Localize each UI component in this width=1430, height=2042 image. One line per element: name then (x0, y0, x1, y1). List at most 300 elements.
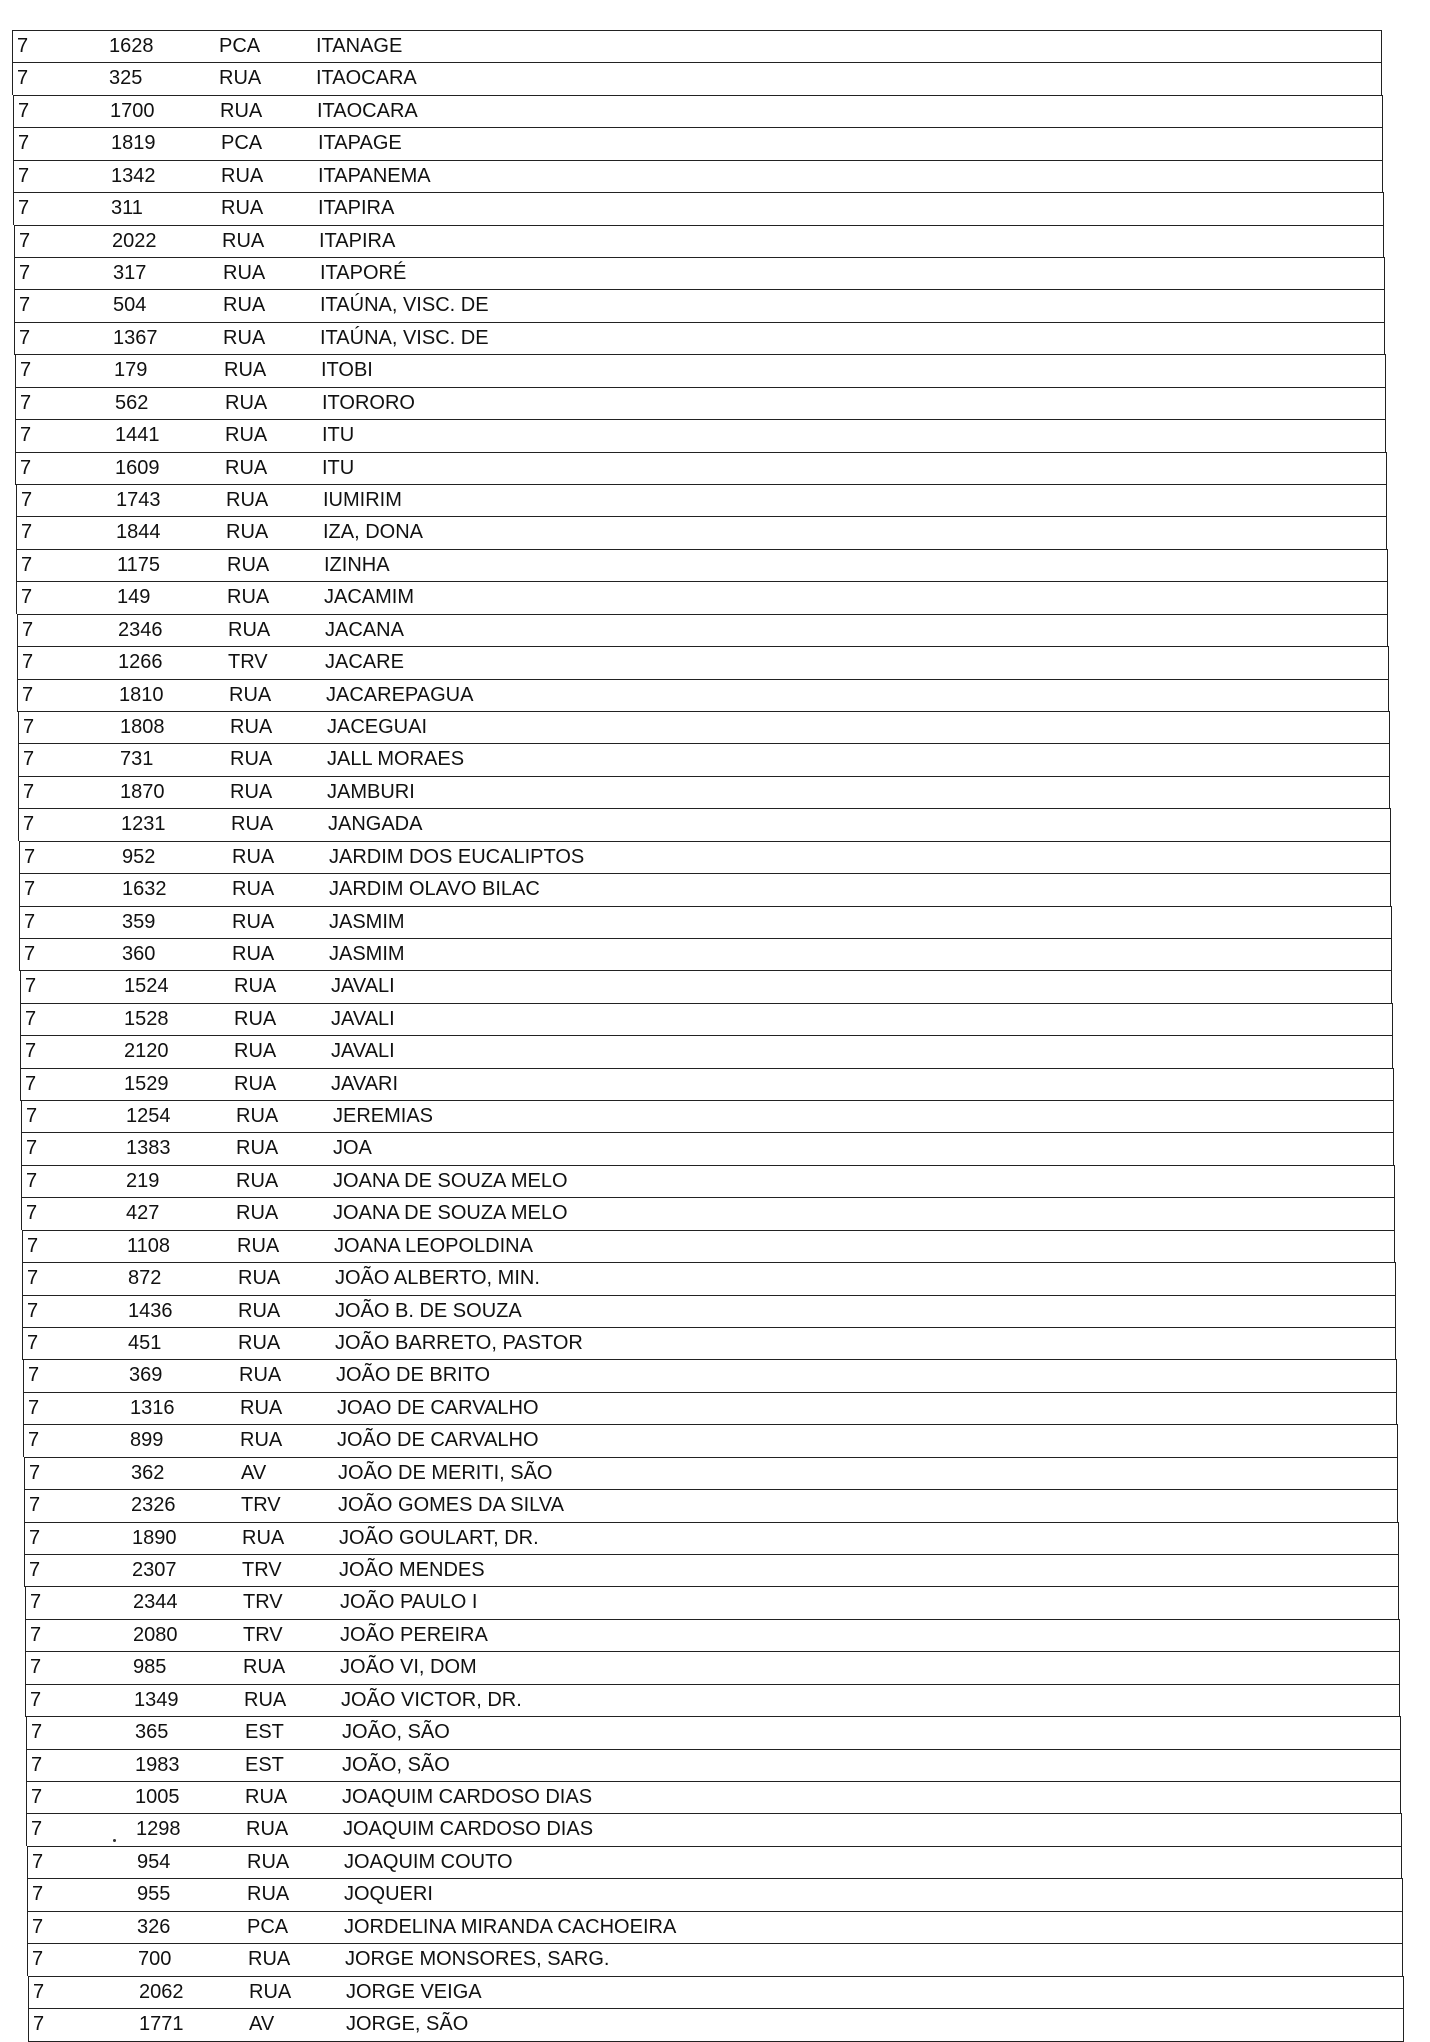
zone-cell: 7 (27, 1332, 39, 1354)
street-name-cell: JACAMIM (324, 586, 414, 608)
street-name-cell: ITORORO (322, 392, 415, 414)
code-cell: 899 (130, 1429, 164, 1451)
table-row (16, 516, 1387, 549)
code-cell: 1266 (118, 651, 163, 673)
street-name-cell: JEREMIAS (333, 1105, 434, 1127)
type-cell: RUA (238, 1332, 281, 1354)
street-name-cell: JORGE MONSORES, SARG. (345, 1948, 610, 1970)
code-cell: 1743 (116, 489, 161, 511)
zone-cell: 7 (21, 489, 33, 511)
street-name-cell: IZA, DONA (323, 521, 424, 543)
street-name-cell: JAVALI (331, 1008, 395, 1030)
table-row (25, 1651, 1400, 1684)
table-row (21, 1132, 1394, 1165)
type-cell: RUA (234, 1040, 277, 1062)
code-cell: 1231 (121, 813, 166, 835)
code-cell: 1005 (135, 1786, 180, 1808)
type-cell: RUA (238, 1300, 281, 1322)
code-cell: 1108 (127, 1235, 171, 1257)
code-cell: 1628 (109, 35, 154, 57)
code-cell: 504 (113, 294, 147, 316)
table-row (21, 1197, 1395, 1230)
zone-cell: 7 (18, 165, 30, 187)
zone-cell: 7 (32, 1883, 44, 1905)
code-cell: 317 (113, 262, 147, 284)
type-cell: PCA (247, 1916, 289, 1938)
zone-cell: 7 (32, 1851, 44, 1873)
type-cell: TRV (242, 1559, 282, 1581)
street-name-cell: ITAÚNA, VISC. DE (320, 327, 489, 349)
type-cell: RUA (225, 392, 268, 414)
table-row (26, 1716, 1401, 1749)
table-row (27, 1911, 1403, 1944)
zone-cell: 7 (28, 1364, 40, 1386)
street-name-cell: ITAPIRA (318, 197, 395, 219)
code-cell: 1771 (139, 2013, 184, 2035)
table-row (25, 1684, 1400, 1717)
type-cell: RUA (243, 1656, 286, 1678)
code-cell: 1609 (115, 457, 160, 479)
table-row (22, 1327, 1396, 1360)
code-cell: 1383 (126, 1137, 171, 1159)
table-row (14, 289, 1385, 322)
zone-cell: 7 (20, 392, 32, 414)
scan-speck (113, 1839, 116, 1842)
type-cell: RUA (222, 230, 265, 252)
zone-cell: 7 (29, 1494, 41, 1516)
street-name-cell: JORGE, SÃO (346, 2013, 469, 2035)
street-name-cell: JORDELINA MIRANDA CACHOEIRA (344, 1916, 677, 1938)
street-name-cell: JANGADA (328, 813, 423, 835)
code-cell: 1436 (128, 1300, 173, 1322)
table-row (22, 1262, 1396, 1295)
type-cell: RUA (226, 489, 269, 511)
code-cell: 1890 (132, 1527, 177, 1549)
zone-cell: 7 (27, 1235, 39, 1257)
street-name-cell: ITU (322, 457, 355, 479)
zone-cell: 7 (26, 1105, 38, 1127)
street-name-cell: JOANA LEOPOLDINA (334, 1235, 533, 1257)
street-name-cell: ITAPAGE (318, 132, 402, 154)
street-name-cell: JOA (333, 1137, 372, 1159)
table-row (19, 873, 1391, 906)
type-cell: RUA (234, 1008, 277, 1030)
street-name-cell: JAVARI (331, 1073, 399, 1095)
zone-cell: 7 (30, 1591, 42, 1613)
zone-cell: 7 (22, 684, 34, 706)
code-cell: 2307 (132, 1559, 177, 1581)
type-cell: RUA (240, 1397, 283, 1419)
zone-cell: 7 (24, 878, 36, 900)
street-name-cell: JOÃO VI, DOM (340, 1656, 477, 1678)
type-cell: RUA (219, 67, 262, 89)
street-name-cell: JOÃO ALBERTO, MIN. (335, 1267, 540, 1289)
type-cell: RUA (237, 1235, 280, 1257)
table-row (20, 1068, 1394, 1101)
street-name-cell: JACARE (325, 651, 404, 673)
zone-cell: 7 (25, 1008, 37, 1030)
street-name-cell: JOÃO BARRETO, PASTOR (335, 1332, 583, 1354)
code-cell: 311 (111, 197, 143, 219)
code-cell: 1349 (134, 1689, 179, 1711)
table-row (14, 225, 1384, 258)
zone-cell: 7 (33, 2013, 45, 2035)
code-cell: 1870 (120, 781, 165, 803)
table-row (19, 841, 1391, 874)
type-cell: RUA (239, 1364, 282, 1386)
code-cell: 1810 (119, 684, 164, 706)
type-cell: RUA (232, 846, 275, 868)
code-cell: 219 (126, 1170, 160, 1192)
code-cell: 1367 (113, 327, 158, 349)
table-row (15, 387, 1386, 420)
street-name-cell: JAVALI (331, 1040, 395, 1062)
street-name-cell: JOANA DE SOUZA MELO (333, 1202, 568, 1224)
street-name-cell: JAMBURI (327, 781, 415, 803)
table-row (25, 1619, 1400, 1652)
type-cell: RUA (244, 1689, 287, 1711)
table-row (12, 30, 1382, 63)
code-cell: 2022 (112, 230, 157, 252)
type-cell: RUA (229, 684, 272, 706)
table-row (21, 1100, 1394, 1133)
street-name-cell: JOANA DE SOUZA MELO (333, 1170, 568, 1192)
zone-cell: 7 (24, 943, 36, 965)
type-cell: RUA (238, 1267, 281, 1289)
table-row (25, 1586, 1399, 1619)
street-name-cell: JOÃO DE MERITI, SÃO (338, 1462, 553, 1484)
type-cell: PCA (219, 35, 261, 57)
table-row (18, 776, 1390, 809)
zone-cell: 7 (21, 521, 33, 543)
street-name-cell: ITAPORÉ (320, 262, 407, 284)
street-name-cell: ITU (322, 424, 355, 446)
zone-cell: 7 (23, 781, 35, 803)
street-name-cell: JOAQUIM COUTO (344, 1851, 513, 1873)
type-cell: RUA (240, 1429, 283, 1451)
table-row (15, 419, 1386, 452)
type-cell: RUA (234, 975, 277, 997)
table-row (12, 62, 1382, 95)
type-cell: RUA (226, 521, 269, 543)
table-row (23, 1424, 1398, 1457)
street-name-cell: JOÃO DE BRITO (336, 1364, 491, 1386)
type-cell: TRV (243, 1591, 283, 1613)
code-cell: 360 (122, 943, 156, 965)
code-cell: 700 (138, 1948, 172, 1970)
street-name-cell: JOÃO PAULO I (340, 1591, 478, 1613)
code-cell: 2326 (131, 1494, 176, 1516)
type-cell: RUA (228, 619, 271, 641)
table-row (24, 1457, 1398, 1490)
zone-cell: 7 (25, 1040, 37, 1062)
type-cell: RUA (220, 100, 263, 122)
type-cell: RUA (224, 359, 267, 381)
zone-cell: 7 (19, 262, 31, 284)
street-name-cell: JACANA (325, 619, 404, 641)
type-cell: RUA (225, 424, 268, 446)
type-cell: RUA (242, 1527, 285, 1549)
code-cell: 1983 (135, 1754, 180, 1776)
street-name-cell: ITAPANEMA (318, 165, 431, 187)
type-cell: RUA (223, 294, 266, 316)
street-name-cell: JARDIM OLAVO BILAC (329, 878, 540, 900)
street-name-cell: JOAO DE CARVALHO (337, 1397, 539, 1419)
street-name-cell: JOÃO, SÃO (342, 1721, 450, 1743)
code-cell: 451 (128, 1332, 162, 1354)
table-row (26, 1749, 1401, 1782)
zone-cell: 7 (33, 1981, 45, 2003)
code-cell: 985 (133, 1656, 167, 1678)
street-name-cell: ITAOCARA (316, 67, 417, 89)
code-cell: 1700 (110, 100, 155, 122)
street-name-cell: JOÃO GOULART, DR. (339, 1527, 539, 1549)
zone-cell: 7 (24, 911, 36, 933)
code-cell: 731 (120, 748, 154, 770)
zone-cell: 7 (31, 1786, 43, 1808)
code-cell: 2120 (124, 1040, 169, 1062)
code-cell: 1441 (115, 424, 160, 446)
code-cell: 955 (137, 1883, 171, 1905)
table-row (28, 2008, 1404, 2042)
type-cell: RUA (230, 748, 273, 770)
code-cell: 1632 (122, 878, 167, 900)
table-row (27, 1878, 1403, 1911)
code-cell: 325 (109, 67, 143, 89)
zone-cell: 7 (20, 424, 32, 446)
street-name-cell: ITANAGE (316, 35, 403, 57)
table-row (13, 192, 1384, 225)
table-row (16, 581, 1388, 614)
zone-cell: 7 (22, 619, 34, 641)
zone-cell: 7 (21, 586, 33, 608)
type-cell: AV (241, 1462, 267, 1484)
street-name-cell: JOÃO VICTOR, DR. (341, 1689, 522, 1711)
street-name-cell: ITAÚNA, VISC. DE (320, 294, 489, 316)
zone-cell: 7 (17, 67, 29, 89)
street-name-cell: JOÃO PEREIRA (340, 1624, 488, 1646)
code-cell: 1844 (116, 521, 161, 543)
code-cell: 1808 (120, 716, 165, 738)
zone-cell: 7 (23, 716, 35, 738)
zone-cell: 7 (30, 1689, 42, 1711)
type-cell: RUA (230, 781, 273, 803)
zone-cell: 7 (32, 1948, 44, 1970)
code-cell: 365 (135, 1721, 169, 1743)
code-cell: 2344 (133, 1591, 178, 1613)
street-name-cell: JALL MORAES (327, 748, 465, 770)
type-cell: PCA (221, 132, 263, 154)
zone-cell: 7 (21, 554, 33, 576)
zone-cell: 7 (19, 230, 31, 252)
zone-cell: 7 (31, 1754, 43, 1776)
code-cell: 359 (122, 911, 156, 933)
code-cell: 369 (129, 1364, 163, 1386)
zone-cell: 7 (19, 294, 31, 316)
zone-cell: 7 (22, 651, 34, 673)
zone-cell: 7 (32, 1916, 44, 1938)
type-cell: RUA (232, 911, 275, 933)
type-cell: EST (245, 1754, 284, 1776)
street-name-cell: JOAQUIM CARDOSO DIAS (342, 1786, 593, 1808)
type-cell: RUA (232, 943, 275, 965)
street-name-cell: IZINHA (324, 554, 390, 576)
zone-cell: 7 (26, 1202, 38, 1224)
table-row (18, 808, 1391, 841)
code-cell: 2062 (139, 1981, 184, 2003)
type-cell: RUA (236, 1170, 279, 1192)
code-cell: 1298 (136, 1818, 181, 1840)
type-cell: RUA (248, 1948, 291, 1970)
street-name-cell: JOAQUIM CARDOSO DIAS (343, 1818, 594, 1840)
code-cell: 1529 (124, 1073, 169, 1095)
type-cell: TRV (228, 651, 268, 673)
type-cell: RUA (247, 1851, 290, 1873)
type-cell: RUA (247, 1883, 290, 1905)
code-cell: 562 (115, 392, 149, 414)
table-row (24, 1554, 1399, 1587)
table-row (22, 1295, 1396, 1328)
code-cell: 326 (137, 1916, 171, 1938)
type-cell: RUA (227, 586, 270, 608)
zone-cell: 7 (30, 1656, 42, 1678)
zone-cell: 7 (25, 1073, 37, 1095)
street-name-cell: JOQUERI (344, 1883, 433, 1905)
code-cell: 1254 (126, 1105, 171, 1127)
street-name-cell: IUMIRIM (323, 489, 402, 511)
code-cell: 1819 (111, 132, 156, 154)
code-cell: 1524 (124, 975, 169, 997)
zone-cell: 7 (29, 1462, 41, 1484)
table-row (14, 322, 1385, 355)
code-cell: 149 (117, 586, 151, 608)
code-cell: 1175 (117, 554, 161, 576)
code-cell: 1528 (124, 1008, 169, 1030)
table-row (14, 257, 1385, 290)
table-row (27, 1846, 1402, 1879)
zone-cell: 7 (29, 1559, 41, 1581)
zone-cell: 7 (27, 1267, 39, 1289)
table-row (18, 743, 1390, 776)
table-row (19, 906, 1392, 939)
code-cell: 179 (114, 359, 148, 381)
table-row (27, 1943, 1403, 1976)
type-cell: RUA (236, 1137, 279, 1159)
code-cell: 1316 (130, 1397, 175, 1419)
zone-cell: 7 (24, 846, 36, 868)
zone-cell: 7 (23, 748, 35, 770)
street-name-cell: JASMIM (329, 911, 405, 933)
code-cell: 1342 (111, 165, 156, 187)
table-row (13, 95, 1383, 128)
type-cell: RUA (234, 1073, 277, 1095)
table-row (20, 1003, 1393, 1036)
zone-cell: 7 (17, 35, 29, 57)
street-name-cell: JOÃO B. DE SOUZA (335, 1300, 522, 1322)
table-row (17, 646, 1389, 679)
code-cell: 954 (137, 1851, 171, 1873)
table-row (16, 484, 1387, 517)
street-name-cell: JOÃO MENDES (339, 1559, 485, 1581)
code-cell: 427 (126, 1202, 160, 1224)
table-row (20, 970, 1392, 1003)
type-cell: RUA (221, 165, 264, 187)
type-cell: AV (249, 2013, 275, 2035)
zone-cell: 7 (20, 359, 32, 381)
street-name-cell: JASMIM (329, 943, 405, 965)
table-row (16, 549, 1388, 582)
type-cell: RUA (223, 262, 266, 284)
zone-cell: 7 (28, 1429, 40, 1451)
zone-cell: 7 (20, 457, 32, 479)
type-cell: RUA (225, 457, 268, 479)
table-row (15, 354, 1386, 387)
zone-cell: 7 (25, 975, 37, 997)
code-cell: 2346 (118, 619, 163, 641)
table-row (26, 1813, 1402, 1846)
table-row (22, 1230, 1395, 1263)
zone-cell: 7 (31, 1721, 43, 1743)
table-row (13, 160, 1383, 193)
table-row (19, 938, 1392, 971)
street-name-cell: JOÃO, SÃO (342, 1754, 450, 1776)
street-name-cell: JACAREPAGUA (326, 684, 474, 706)
zone-cell: 7 (30, 1624, 42, 1646)
street-name-cell: JACEGUAI (327, 716, 428, 738)
street-name-cell: JAVALI (331, 975, 395, 997)
table-row (23, 1392, 1397, 1425)
code-cell: 362 (131, 1462, 165, 1484)
table-row (15, 452, 1387, 485)
zone-cell: 7 (18, 100, 30, 122)
code-cell: 872 (128, 1267, 162, 1289)
type-cell: EST (245, 1721, 284, 1743)
table-row (18, 711, 1390, 744)
street-name-cell: JOÃO GOMES DA SILVA (338, 1494, 564, 1516)
zone-cell: 7 (26, 1170, 38, 1192)
zone-cell: 7 (18, 132, 30, 154)
table-row (17, 614, 1388, 647)
zone-cell: 7 (27, 1300, 39, 1322)
type-cell: RUA (227, 554, 270, 576)
street-name-cell: JOÃO DE CARVALHO (337, 1429, 539, 1451)
type-cell: RUA (245, 1786, 288, 1808)
zone-cell: 7 (29, 1527, 41, 1549)
table-row (28, 1976, 1404, 2009)
table-row (24, 1522, 1399, 1555)
table-row (24, 1489, 1398, 1522)
type-cell: RUA (246, 1818, 289, 1840)
type-cell: RUA (231, 813, 274, 835)
zone-cell: 7 (19, 327, 31, 349)
type-cell: RUA (236, 1202, 279, 1224)
code-cell: 952 (122, 846, 156, 868)
street-name-cell: JORGE VEIGA (346, 1981, 482, 2003)
table-row (26, 1781, 1401, 1814)
type-cell: RUA (232, 878, 275, 900)
street-name-cell: ITAOCARA (317, 100, 418, 122)
table-row (20, 1035, 1393, 1068)
zone-cell: 7 (26, 1137, 38, 1159)
zone-cell: 7 (18, 197, 30, 219)
code-cell: 2080 (133, 1624, 178, 1646)
zone-cell: 7 (31, 1818, 43, 1840)
type-cell: TRV (243, 1624, 283, 1646)
type-cell: TRV (241, 1494, 281, 1516)
type-cell: RUA (236, 1105, 279, 1127)
table-row (17, 679, 1389, 712)
street-name-cell: ITOBI (321, 359, 373, 381)
